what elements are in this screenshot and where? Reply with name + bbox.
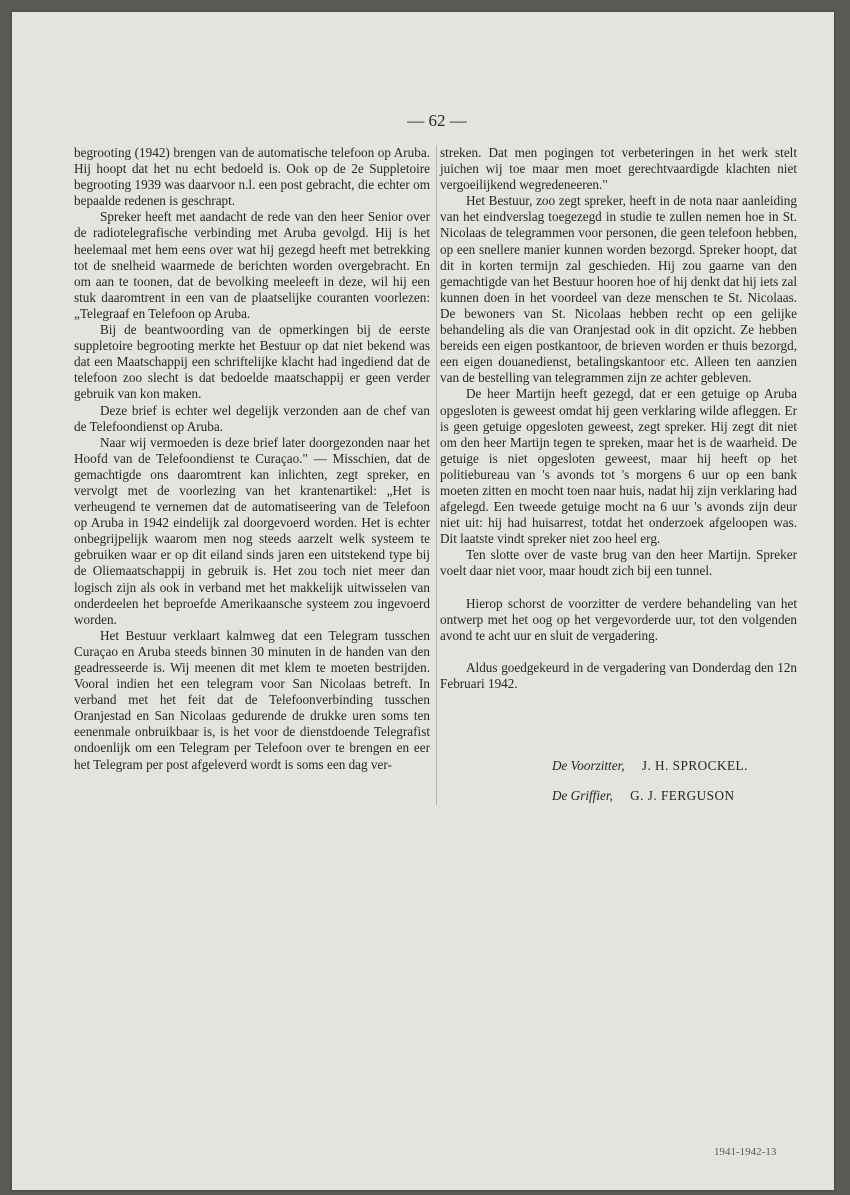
- paragraph: Hierop schorst de voorzitter de verdere behandeling van het ontwerp met het oog op het vergevorderde uur, tot den volgenden avond te acht uur en sluit de vergadering.: [440, 595, 797, 643]
- signature-chairman: [552, 758, 748, 774]
- signature-role: De Griffier,: [552, 788, 613, 803]
- document-page: [12, 12, 834, 1190]
- paragraph: De heer Martijn heeft gezegd, dat er een getuige op Aruba opgesloten is geweest omdat hij geen verklaring wilde afleggen. Er is geen getuige opgesloten geweest, zegt spreker. Hij zegt dit niet om den heer Martijn tegen te spreken, maar het is de waarheid. De getuige is niet opgesloten geweest, maar hij heeft op het politiebureau van 's avonds tot 's morgens 6 uur op een bank moeten zitten en mocht toen naar huis, nadat hij zijn verklaring had afgelegd. Een tweede getuige mocht na 6 uur 's avonds zijn deur niet uit: hij had huisarrest, totdat het onderzoek afgeloopen was. Dit laatste vindt spreker niet zoo heel erg.: [440, 386, 797, 547]
- signature-role: De Voorzitter,: [552, 758, 625, 773]
- paragraph: Bij de beantwoording van de opmerkingen bij de eerste suppletoire begrooting merkte het Bestuur op dat niet bekend was dat een Maatschappij een schriftelijke klacht had ingediend dat de telefoon zoo slecht is dat bedoelde maatschappij er geen verder gebruik van kon maken.: [74, 322, 430, 402]
- paragraph: streken. Dat men pogingen tot verbeteringen in het werk stelt juichen wij toe maar men moet gerechtvaardigde klachten niet vergoeilijkend wegredeneeren.": [440, 145, 797, 193]
- column-divider: [436, 145, 437, 805]
- paragraph: Ten slotte over de vaste brug van den heer Martijn. Spreker voelt daar niet voor, maar houdt zich bij een tunnel.: [440, 547, 797, 579]
- paragraph: Naar wij vermoeden is deze brief later doorgezonden naar het Hoofd van de Telefoondienst te Curaçao." — Misschien, dat de gemachtigde ons daaromtrent kan inlichten, zegt spreker, en vervolgt met de voorlezing van het krantenartikel: „Het is verheugend te vernemen dat de automatiseering van de Telefoon op Aruba in 1942 eindelijk zal doorgevoerd worden. Het is echter onbegrijpelijk waarom men nog steeds aarzelt welk systeem te gebruiken waar er op dit eiland sinds jaren een uitstekend type bij de Oliemaatschappij in gebruik is. Het zou toch niet meer dan logisch zijn als ook in verband met het makkelijk uitwisselen van onderdeelen het beproefde Amerikaansche systeem zou ingevoerd worden.: [74, 434, 430, 627]
- signature-clerk: [552, 788, 735, 804]
- paragraph: Het Bestuur, zoo zegt spreker, heeft in de nota naar aanleiding van het eindverslag toegezegd in studie te zullen nemen hoe in St. Nicolaas de telegrammen voor personen, die geen telefoon hebben, op een snellere manier kunnen worden bezorgd. Spreker hoopt, dat dit in korten termijn zal geschieden. Hij zou gaarne van den gemachtigde van het Bestuur hooren hoe of hij denkt dat hij iets zal kunnen doen in het voordeel van deze menschen te St. Nicolaas. De bewoners van St. Nicolaas hebben recht op een gelijke behandeling als die van Oranjestad ook in dit opzicht. Ze hebben bereids een eigen postkantoor, de brieven worden er thuis bezorgd, een eigen douanedienst, betalingskantoor etc. Alleen ten aanzien van de bestelling van telegrammen zijn ze achter gebleven.: [440, 193, 797, 386]
- signature-name: J. H. SPROCKEL.: [641, 758, 748, 773]
- paragraph: Aldus goedgekeurd in de vergadering van Donderdag den 12n Februari 1942.: [440, 659, 797, 691]
- paragraph: Spreker heeft met aandacht de rede van den heer Senior over de radiotelegrafische verbinding met Aruba gevolgd. Hij is het heelemaal met hem eens over wat hij gezegd heeft met betrekking tot de snelheid waarmede de berichten worden overgebracht. En om aan te toonen, dat de bevolking meeleeft in deze, wil hij een stuk daaromtrent in een van de plaatselijke couranten voorlezen: „Telegraaf en Telefoon op Aruba.: [74, 209, 430, 321]
- signature-name: G. J. FERGUSON: [630, 788, 735, 803]
- left-column: [74, 145, 430, 773]
- archive-code: 1941-1942-13: [714, 1146, 777, 1158]
- paragraph: begrooting (1942) brengen van de automatische telefoon op Aruba. Hij hoopt dat het nu echt bedoeld is. Ook op de 2e Suppletoire begrooting 1939 was daarvoor n.l. een post gebracht, die echter om bepaalde redenen is geschrapt.: [74, 145, 430, 209]
- paragraph: Het Bestuur verklaart kalmweg dat een Telegram tusschen Curaçao en Aruba steeds binnen 30 minuten in de handen van den geadresseerde is. Wij meenen dit met klem te moeten bestrijden. Vooral indien het een telegram voor San Nicolaas betreft. In verband met het feit dat de Telefoonverbinding tusschen Oranjestad en San Nicolaas gedurende de drukke uren soms ten eenenmale onbruikbaar is, is het voor de dienstdoende Telegrafist ondoenlijk om een Telegram per Telefoon over te brengen en eer het Telegram per post afgeleverd wordt is soms een dag ver-: [74, 627, 430, 772]
- paragraph: Deze brief is echter wel degelijk verzonden aan de chef van de Telefoondienst op Aruba.: [74, 402, 430, 434]
- page-number: — 62 —: [407, 111, 467, 130]
- right-column: [440, 145, 797, 692]
